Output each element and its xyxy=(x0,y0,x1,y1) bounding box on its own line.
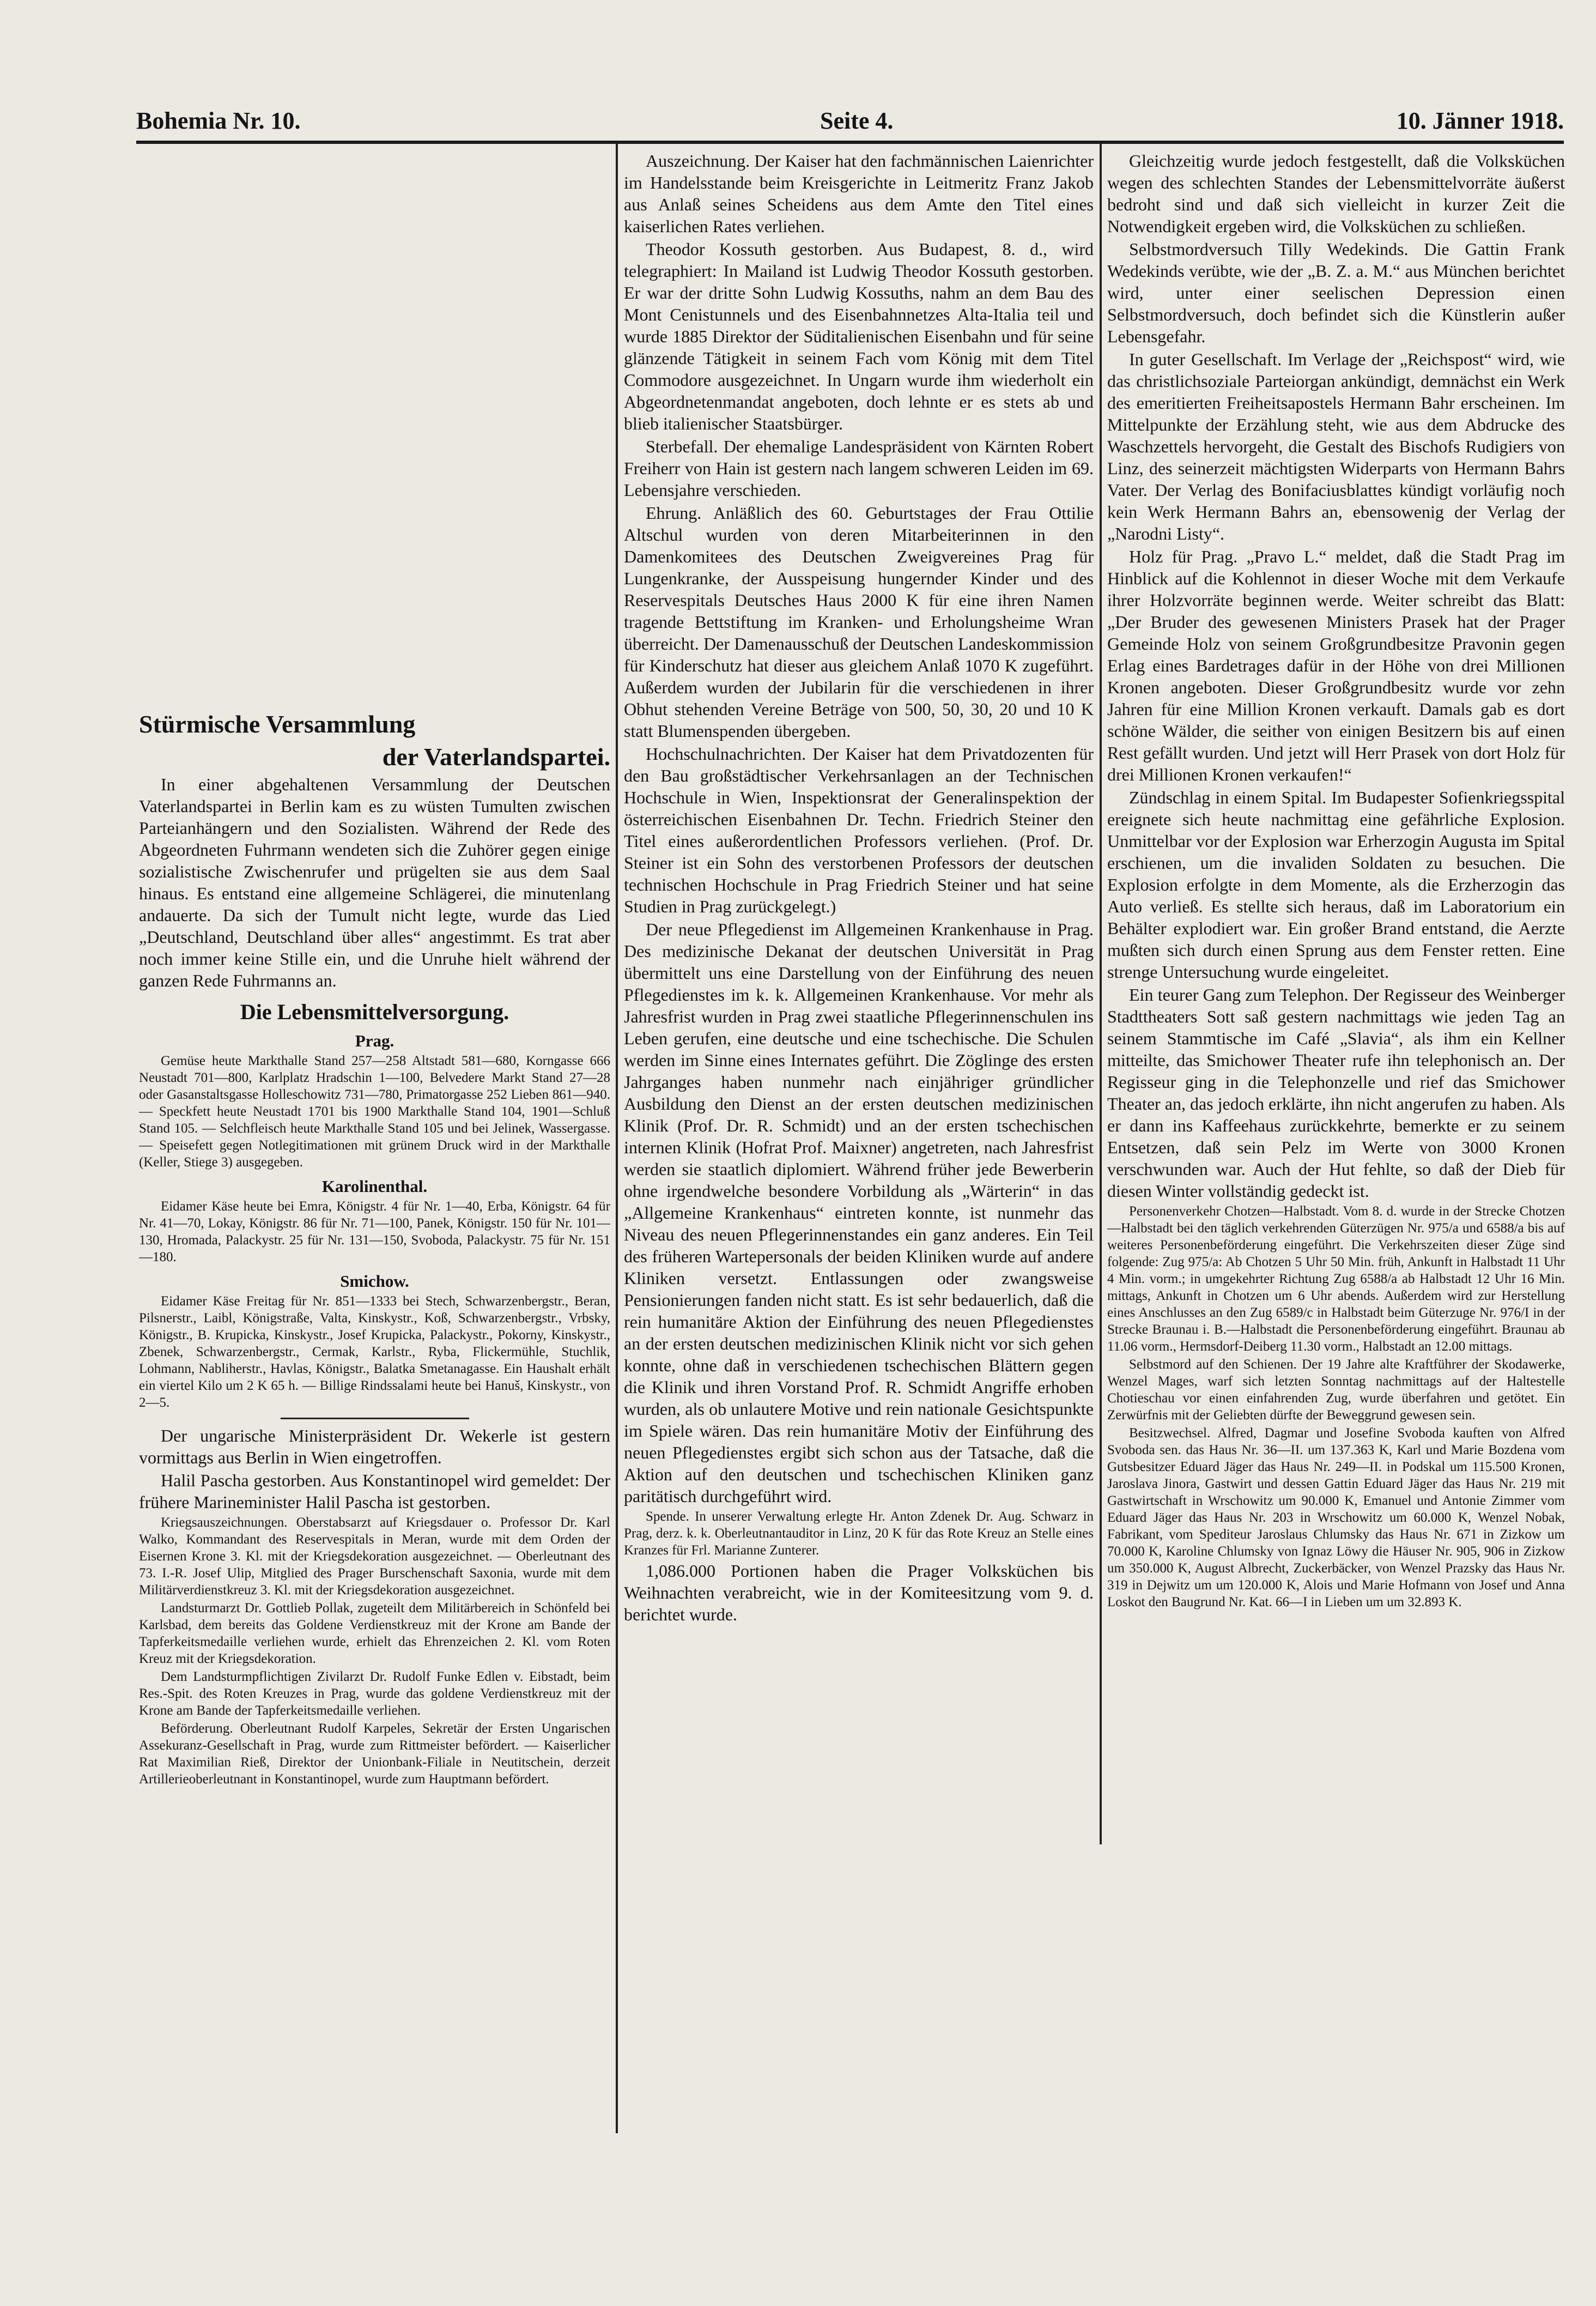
masthead-page: Seite 4. xyxy=(820,107,894,134)
telephon-article: Ein teurer Gang zum Telephon. Der Regisseur des Weinberger Stadttheaters Sott saß gestern nachmittags wie jeden Tag an seinem Stammtische im Café „Slavia“, als ihm ein Kellner mitteilte, das Smichower Theater rufe ihn telephonisch an. Der Regisseur ging in die Telephonzelle und rief das Smichower Theater an, das jedoch erklärte, ihn nicht angerufen zu haben. Als er dann ins Kaffeehaus zurückkehrte, bemerkte er zu seinem Entsetzen, daß sein Pelz im Werte von 3000 Kronen verschwunden war. Auch der Hut fehlte, so daß der Dieb für diesen Winter vollständig gedeckt ist. xyxy=(1107,985,1565,1201)
spende-article: Spende. In unserer Verwaltung erlegte Hr. Anton Zdenek Dr. Aug. Schwarz in Prag, derz. k. k. Oberleutnantauditor in Linz, 20 K für das Rote Kreuz an Stelle eines Kranzes für Frl. Marianne Zunterer. xyxy=(624,1509,1094,1558)
vaterland-article: In einer abgehaltenen Versammlung der Deutschen Vaterlandspartei in Berlin kam es zu wüsten Tumulten zwischen Parteianhängern und den Sozialisten. Während der Rede des Abgeordneten Fuhrmann wendeten sich die Zuhörer gegen einige sozialistische Zwischenrufer und prügelten sie aus dem Saal hinaus. Es entstand eine allgemeine Schlägerei, die minutenlang andauerte. Da sich der Tumult nicht legte, wurde das Lied „Deutschland, Deutschland über alles“ angestimmt. Es trat aber noch immer keine Stille ein, und die Unruhe hielt während der ganzen Rede Fuhrmanns an. xyxy=(139,774,610,990)
blank-area xyxy=(139,150,610,706)
karolinenthal-notice: Eidamer Käse heute bei Emra, Königstr. 4 für Nr. 1—40, Erba, Königstr. 64 für Nr. 41—70, Lokay, Königstr. 86 für Nr. 71—100, Panek, Königstr. 150 für Nr. 101—130, Hromada, Palackystr. 25 für Nr. 131—150, Svoboda, Palackystr. 75 für Nr. 151—180. xyxy=(139,1199,610,1264)
besitzwechsel-article: Besitzwechsel. Alfred, Dagmar und Josefine Svoboda kauften von Alfred Svoboda sen. das Haus Nr. 36—II. um 137.363 K, Karl und Marie Bozdena vom Gutsbesitzer Eduard Jäger das Haus Nr. 249—II. in Podskal um 115.500 Kronen, Jaroslava Jinora, Gastwirt und dessen Gattin Eduard Jäger das Haus Nr. 219 mit Gastwirtschaft in Wrschowitz um 90.000 K, Emanuel und Antonie Zimmer vom Eduard Jäger das Haus Nr. 203 in Wrschowitz um 60.000 K, Wenzel Nobak, Fabrikant, vom Spediteur Jaroslaus Chlumsky das Haus Nr. 671 in Zizkow um 70.000 K, Karoline Chlumsky von Ignaz Löwy die Häuser Nr. 905, 906 in Zizkow um 350.000 K, August Albrecht, Zuckerbäcker, von Wenzel Prazsky das Haus Nr. 319 in Dejwitz um um 120.000 K, Alois und Marie Hofmann von Josef und Anna Loskot den Baugrund Nr. Kat. 66—I in Lieben um um 32.893 K. xyxy=(1107,1426,1565,1609)
sterbefall-article: Sterbefall. Der ehemalige Landespräsident von Kärnten Robert Freiherr von Hain ist gestern nach langem schweren Leiden im 69. Lebensjahre verschieden. xyxy=(624,437,1094,500)
landsturm-article: Landsturmarzt Dr. Gottlieb Pollak, zugeteilt dem Militärbereich in Schönfeld bei Karlsbad, dem bereits das Goldene Verdienstkreuz mit der Krone am Bande der Tapferkeitsmedaille verliehen wurde, erhielt das Ehrenzeichen 2. Kl. vom Roten Kreuz mit der Kriegsdekoration. xyxy=(139,1601,610,1666)
masthead-rule xyxy=(136,141,1564,144)
zivilarzt-article: Dem Landsturmpflichtigen Zivilarzt Dr. Rudolf Funke Edlen v. Eibstadt, beim Res.-Spit. des Roten Kreuzes in Prag, wurde das goldene Verdienstkreuz mit der Krone am Bande der Tapferkeitsmedaille verliehen. xyxy=(139,1669,610,1718)
volkskuechen-article: Gleichzeitig wurde jedoch festgestellt, daß die Volksküchen wegen des schlechten Standes der Lebensmittelvorräte äußerst bedroht sind und daß sich vielleicht in kurzer Zeit die Notwendigkeit ergeben wird, die Volksküchen zu schließen. xyxy=(1107,151,1565,236)
halil-article: Halil Pascha gestorben. Aus Konstantinopel wird gemeldet: Der frühere Marineminister Halil Pascha ist gestorben. xyxy=(139,1470,610,1512)
ungar-article: Der ungarische Ministerpräsident Dr. Wekerle ist gestern vormittags aus Berlin in Wien eingetroffen. xyxy=(139,1426,610,1467)
column-3 xyxy=(1107,150,1565,2139)
kriegsauszeichnungen-article: Kriegsauszeichnungen. Oberstabsarzt auf Kriegsdauer o. Professor Dr. Karl Walko, Kommandant des Reservespitals in Meran, wurde mit dem Orden der Eisernen Krone 3. Kl. mit der Kriegsdekoration ausgezeichnet. — Oberleutnant des 73. I.-R. Josef Ulip, Mitglied des Prager Burschenschaft Saxonia, wurde mit dem Militärverdienstkreuz 3. Kl. mit der Kriegsdekoration ausgezeichnet. xyxy=(139,1515,610,1597)
pflegedienst-article: Der neue Pflegedienst im Allgemeinen Krankenhause in Prag. Des medizinische Dekanat der deutschen Universität in Prag übermittelt uns eine Darstellung von der Einführung des neuen Pflegedienstes im k. k. Allgemeinen Krankenhause. Vor mehr als Jahresfrist wurden in Prag zwei staatliche Pflegerinnenschulen ins Leben gerufen, eine deutsche und eine tschechische. Die Schulen werden im Sinne eines Internates geführt. Die Zöglinge des ersten Jahrganges haben nunmehr nach einjähriger gründlicher Ausbildung den Dienst an der ersten deutschen medizinischen Klinik (Prof. Dr. R. Schmidt) und an der ersten tschechischen internen Klinik (Hofrat Prof. Maixner) angetreten, nach Jahresfrist werden sie staatlich diplomiert. Während früher jede Bewerberin ohne irgendwelche besondere Vorbildung als „Wärterin“ in das „Allgemeine Krankenhaus“ eintreten konnte, ist nunmehr das Niveau des neuen Pflegerinnenstandes ein ganz anderes. Ein Teil des früheren Wartepersonals der beiden Kliniken wurde auf andere Kliniken versetzt. Entlassungen oder zwangsweise Pensionierungen fanden nicht statt. Es ist sehr bedauerlich, daß die rein humanitäre Aktion der Einführung des neuen Pflegedienstes an der ersten deutschen medizinischen Klinik nicht vor sich gehen konnte, ohne daß in verschiedenen tschechischen Blättern gegen die Klinik und ihren Vorstand Prof. R. Schmidt Angriffe erhoben wurden, als ob unlautere Motive und rein nationale Gesichtspunkte im Spiele wären. Das rein humanitäre Motiv der Einführung des neuen Pflegedienstes ergibt sich schon aus der Tatsache, daß die Aktion auf den deutschen und tschechischen Kliniken ganz paritätisch durchgeführt wird. xyxy=(624,919,1094,1506)
selbstmord-article: Selbstmord auf den Schienen. Der 19 Jahre alte Kraftführer der Skodawerke, Wenzel Mages, warf sich letzten Sonntag nachmittags auf der Haltestelle Chotieschau vor einen einfahrenden Zug, wurde überfahren und getötet. Ein Zerwürfnis mit der Geliebten dürfte der Beweggrund gewesen sein. xyxy=(1107,1357,1565,1423)
karolinenthal-heading: Karolinenthal. xyxy=(321,1177,428,1196)
auszeichnung-article: Auszeichnung. Der Kaiser hat den fachmännischen Laienrichter im Handelsstande beim Kreisgerichte in Leitmeritz Franz Jakob aus Anlaß seines Scheidens aus dem Amte den Titel eines kaiserlichen Rates verliehen. xyxy=(624,151,1094,236)
zuendschlag-article: Zündschlag in einem Spital. Im Budapester Sofienkriegsspital ereignete sich heute nachmittag eine gefährliche Explosion. Unmittelbar vor der Explosion war Erherzogin Augusta im Spital erschienen, um die invaliden Soldaten zu besuchen. Die Explosion erfolgte in dem Momente, als die Erzherzogin das Auto verließ. Es stellte sich heraus, daß im Laboratorium ein Behälter explodiert war. Ein großer Brand entstand, die Aerzte mußten sich durch einen Sprung aus dem Fenster retten. Eine strenge Untersuchung wurde eingeleitet. xyxy=(1107,788,1565,982)
masthead-date: 10. Jänner 1918. xyxy=(1396,107,1564,134)
kossuth-article: Theodor Kossuth gestorben. Aus Budapest, 8. d., wird telegraphiert: In Mailand ist Ludwig Theodor Kossuth gestorben. Er war der dritte Sohn Ludwig Kossuths, nahm an dem Bau des Mont Cenistunnels und des Eisenbahnnetzes Alta-Italia teil und wurde 1885 Direktor der Süditalienischen Eisenbahn und für seine glänzende Tätigkeit in seinem Fach vom König mit dem Titel Commodore ausgezeichnet. In Ungarn wurde ihm wiederholt ein Abgeordnetenmandat angeboten, doch lehnte er es stets ab und blieb italienischer Staatsbürger. xyxy=(624,239,1094,433)
vaterland-headline-1: Stürmische Versammlung xyxy=(139,710,416,738)
portionen-article: 1,086.000 Portionen haben die Prager Volksküchen bis Weihnachten verabreicht, wie in der Komiteesitzung vom 9. d. berichtet wurde. xyxy=(624,1561,1094,1624)
holz-article: Holz für Prag. „Pravo L.“ meldet, daß die Stadt Prag im Hinblick auf die Kohlennot in dieser Woche mit dem Verkaufe ihrer Holzvorräte beginnen werde. Weiter schreibt das Blatt: „Der Bruder des gewesenen Ministers Prasek hat der Prager Gemeinde Holz von seinem Großgrundbesitze Pravonin gegen Erlag eines Bardetrages dafür in der Höhe von drei Millionen Kronen angeboten. Dieser Großgrundbesitz wurde vor zehn Jahren für eine Million Kronen verkauft. Damals gab es dort schöne Wälder, die seither von einigen Besitzern bis auf einen Rest gefällt wurden. Und jetzt will Herr Prasek von dort Holz für drei Millionen Kronen verkaufen!“ xyxy=(1107,547,1565,784)
smichow-notice: Eidamer Käse Freitag für Nr. 851—1333 bei Stech, Schwarzenbergstr., Beran, Pilsnerstr., Laibl, Königstraße, Valta, Kinskystr., Koß, Schwarzenbergstr., Vrbsky, Königstr., B. Krupicka, Kinskystr., Josef Krupicka, Palackystr., Pokorny, Kinskystr., Zbenek, Schwarzenbergstr., Cermak, Karlstr., Ryba, Flickermühle, Stuchlik, Lohmann, Nabliherstr., Havlas, Königstr., Balatka Smetanagasse. Ein Haushalt erhält ein viertel Kilo um 2 K 65 h. — Billige Rindssalami heute bei Hanuš, Kinskystr., von 2—5. xyxy=(139,1294,610,1410)
gesellschaft-article: In guter Gesellschaft. Im Verlage der „Reichspost“ wird, wie das christlichsoziale Parteiorgan ankündigt, demnächst ein Werk des emeritierten Freiheitsapostels Hermann Bahr erscheinen. Im Mittelpunkte der Erzählung steht, wie aus dem Abdrucke des Waschzettels hervorgeht, die Gestalt des Bischofs Rudigiers von Linz, des seinerzeit mächtigsten Widerparts von Hermann Bahrs Vater. Der Verlag des Bonifaciusblattes kündigt vorläufig noch kein Werk Hermann Bahrs an, ebensowenig der Verlag der „Narodni Listy“. xyxy=(1107,349,1565,543)
column-divider-1 xyxy=(616,144,618,2133)
wedekind-article: Selbstmordversuch Tilly Wedekinds. Die Gattin Frank Wedekinds verübte, wie der „B. Z. a. M.“ aus München berichtet wird, unter einer seelischen Depression einen Selbstmordversuch, doch befindet sich die Künstlerin außer Lebensgefahr. xyxy=(1107,239,1565,346)
separator xyxy=(281,1418,469,1419)
column-2 xyxy=(624,150,1094,2139)
masthead xyxy=(136,104,1564,142)
personenverkehr-article: Personenverkehr Chotzen—Halbstadt. Vom 8. d. wurde in der Strecke Chotzen—Halbstadt bei den täglich verkehrenden Güterzügen Nr. 975/a und 6588/a bis auf weiteres Personenbeförderung eingeführt. Die Verkehrszeiten dieser Züge sind folgende: Zug 975/a: Ab Chotzen 5 Uhr 50 Min. früh, Ankunft in Halbstadt 11 Uhr 4 Min. vorm.; in umgekehrter Richtung Zug 6588/a ab Halbstadt 12 Uhr 16 Min. mittags, Ankunft in Chotzen um 6 Uhr abends. Außerdem wird zur Herstellung eines Anschlusses an den Zug 6589/c in Halbstadt beim Güterzuge Nr. 976/I in der Strecke Braunau i. B.—Halbstadt die Personenbeförderung eingeführt. Braunau ab 11.06 vorm., Hermsdorf-Deiberg 11.30 vorm., Halbstadt an 12.00 mittags. xyxy=(1107,1204,1565,1354)
befoerderung-article: Beförderung. Oberleutnant Rudolf Karpeles, Sekretär der Ersten Ungarischen Assekuranz-Gesellschaft in Prag, wurde zum Rittmeister befördert. — Kaiserlicher Rat Maximilian Rieß, Direktor der Unionbank-Filiale in Neutitschein, derzeit Artillerieoberleutnant in Konstantinopel, wurde zum Hauptmann befördert. xyxy=(139,1721,610,1787)
prag-notice: Gemüse heute Markthalle Stand 257—258 Altstadt 581—680, Korngasse 666 Neustadt 701—800, Karlplatz Hradschin 1—100, Belvedere Markt Stand 27—28 oder Gasanstaltsgasse Holleschowitz 731—780, Primatorgasse 252 Lieben 861—940. — Speckfett heute Neustadt 1701 bis 1900 Markthalle Stand 104, 1901—Schluß Stand 105. — Selchfleisch heute Markthalle Stand 105 und bei Jelinek, Wassergasse. — Speisefett gegen Notlegitimationen mit grünem Druck wird in der Markthalle (Keller, Stiege 3) ausgegeben. xyxy=(139,1054,610,1170)
column-divider-2 xyxy=(1100,144,1102,1844)
prag-heading: Prag. xyxy=(355,1031,395,1050)
ehrung-article: Ehrung. Anläßlich des 60. Geburtstages der Frau Ottilie Altschul wurden von deren Mitarbeiterinnen in den Damenkomitees des Deutschen Zweigvereines Prag für Lungenkranke, der Ausspeisung hungernder Kinder und des Reservespitals Deutsches Haus 2000 K für eine ihren Namen tragende Bettstiftung im Kranken- und Erholungsheime Wran überreicht. Der Damenausschuß der Deutschen Landeskommission für Kinderschutz hat dieser aus gleichem Anlaß 1070 K zugeführt. Außerdem wurden der Jubilarin für die verschiedenen in ihrer Obhut stehenden Vereine Beträge von 500, 50, 30, 20 und 10 K statt Blumenspenden übergeben. xyxy=(624,503,1094,741)
vaterland-headline-2: der Vaterlandspartei. xyxy=(382,743,610,771)
lebensmittel-heading: Die Lebensmittelversorgung. xyxy=(240,1000,509,1024)
masthead-left: Bohemia Nr. 10. xyxy=(136,107,301,134)
smichow-heading: Smichow. xyxy=(340,1272,409,1291)
column-1 xyxy=(139,150,610,2112)
hochschul-article: Hochschulnachrichten. Der Kaiser hat dem Privatdozenten für den Bau großstädtischer Verkehrsanlagen an der Technischen Hochschule in Wien, Inspektionsrat der Generalinspektion der österreichischen Eisenbahnen Dr. Techn. Friedrich Steiner den Titel eines außerordentlichen Professors verliehen. (Prof. Dr. Steiner ist ein Sohn des verstorbenen Professors der deutschen technischen Hochschule in Prag Friedrich Steiner und hat seine Studien in Prag zurückgelegt.) xyxy=(624,744,1094,916)
